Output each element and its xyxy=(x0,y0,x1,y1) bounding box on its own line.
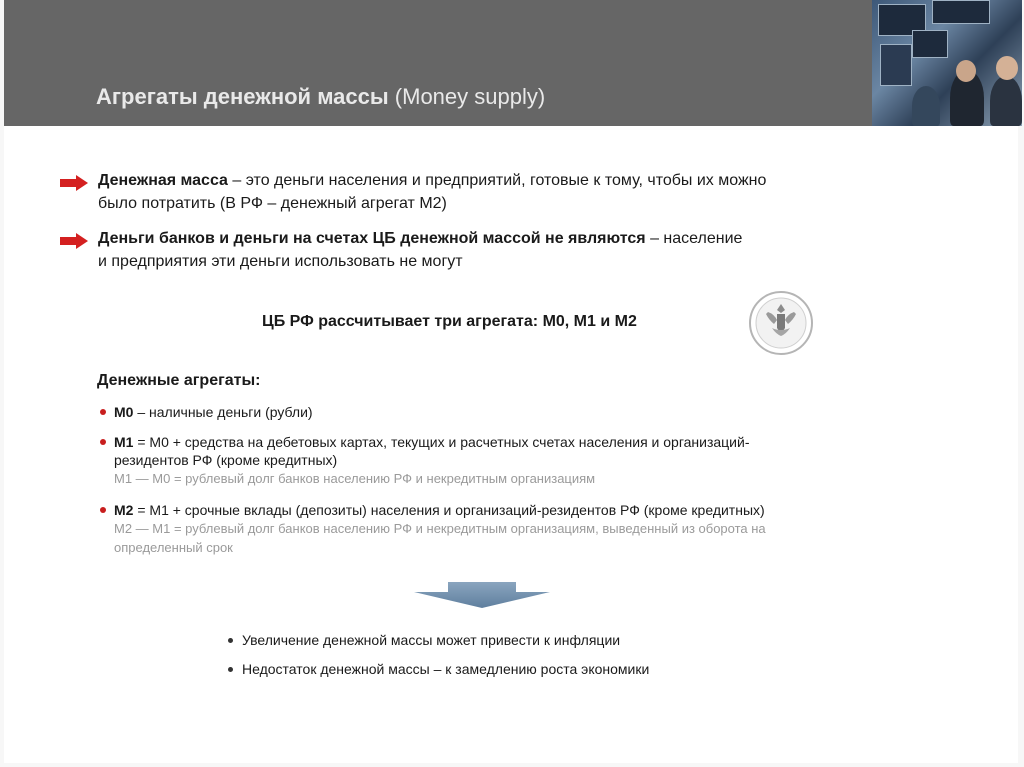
page-title xyxy=(96,84,545,110)
bullet-line2: и предприятия эти деньги использовать не могут xyxy=(98,253,463,270)
list-item xyxy=(226,655,649,684)
trading-floor-photo xyxy=(872,0,1022,126)
aggregate-desc: – наличные деньги (рубли) xyxy=(133,404,313,420)
red-bullet-icon xyxy=(100,439,106,445)
aggregate-text xyxy=(114,501,924,557)
down-arrow-icon xyxy=(414,582,550,608)
conclusion-text: Недостаток денежной массы – к замедлению роста экономики xyxy=(242,661,650,677)
title-subtitle: (Money supply) xyxy=(394,84,546,109)
aggregate-desc: = М0 + средства на дебетовых картах, текущих и расчетных счетах населения и организаций- xyxy=(133,434,750,450)
conclusions-list xyxy=(226,626,649,684)
red-bullet-icon xyxy=(100,507,106,513)
bullet-dot-icon xyxy=(228,638,233,643)
bullet-rest: – население xyxy=(645,230,743,247)
slide xyxy=(4,0,1018,763)
aggregate-code: М1 xyxy=(114,434,134,450)
aggregate-note: М1 — М0 = рублевый долг банков населению РФ и некредитным организациям xyxy=(114,471,596,486)
conclusion-text: Увеличение денежной массы может привести к инфляции xyxy=(242,632,621,648)
aggregate-note: М2 — М1 = рублевый долг банков населению РФ и некредитным организациям, выведенный из оборота на xyxy=(114,521,766,536)
red-arrow-icon xyxy=(60,233,88,249)
aggregate-note-line2: определенный срок xyxy=(114,540,233,555)
bullet-rest: – это деньги населения и предприятий, готовые к тому, чтобы их можно xyxy=(227,172,767,189)
aggregate-code: М2 xyxy=(114,502,134,518)
bank-of-russia-emblem-icon xyxy=(748,290,814,356)
header-bar xyxy=(4,0,872,126)
aggregate-desc: = М1 + срочные вклады (депозиты) населения и организаций-резидентов РФ (кроме кредитных) xyxy=(133,502,765,518)
red-bullet-icon xyxy=(100,409,106,415)
bullet-text xyxy=(98,227,918,273)
bullet-line2: было потратить (В РФ – денежный агрегат М2) xyxy=(98,195,447,212)
aggregate-desc-line2: резидентов РФ (кроме кредитных) xyxy=(114,452,338,468)
bullet-text xyxy=(98,169,918,215)
red-arrow-icon xyxy=(60,175,88,191)
aggregates-heading: Денежные агрегаты: xyxy=(97,372,261,389)
aggregate-text xyxy=(114,433,924,488)
cb-statement: ЦБ РФ рассчитывает три агрегата: М0, М1 и М2 xyxy=(262,313,637,330)
aggregate-text xyxy=(114,403,924,421)
bullet-dot-icon xyxy=(228,667,233,672)
bullet-bold: Денежная масса xyxy=(98,172,228,189)
list-item xyxy=(226,626,649,655)
title-main: Агрегаты денежной массы xyxy=(96,84,389,109)
aggregate-code: М0 xyxy=(114,404,134,420)
bullet-bold: Деньги банков и деньги на счетах ЦБ денежной массой не являются xyxy=(98,230,646,247)
